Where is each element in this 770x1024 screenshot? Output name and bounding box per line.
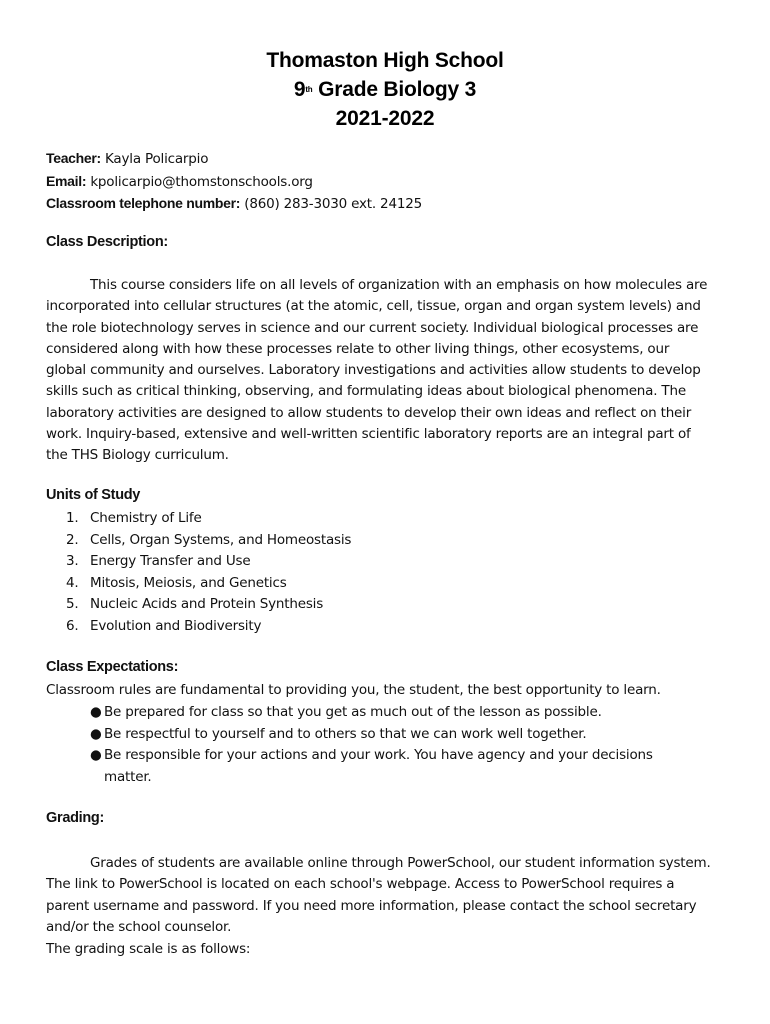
rule-text: Be responsible for your actions and your work. You have agency and your decisions matter. xyxy=(104,747,653,785)
list-item xyxy=(46,573,351,595)
list-item xyxy=(46,551,351,573)
unit-label: Chemistry of Life xyxy=(90,510,202,526)
unit-number: 2. xyxy=(66,531,79,548)
email-label: Email: xyxy=(46,172,87,189)
list-item xyxy=(90,724,690,746)
unit-number: 5. xyxy=(66,596,79,612)
grading-heading: Grading: xyxy=(46,810,105,826)
class-description-heading: Class Description: xyxy=(46,234,168,250)
teacher-line xyxy=(46,148,726,171)
email-address: kpolicarpio@thomstonschools.org xyxy=(90,173,313,190)
rule-text: Be prepared for class so that you get as much out of the lesson as possible. xyxy=(104,704,602,720)
unit-label: Energy Transfer and Use xyxy=(90,553,251,569)
expectations-list xyxy=(90,702,690,788)
units-list xyxy=(46,508,351,637)
course-name: Grade Biology 3 xyxy=(318,78,477,101)
grade-suffix: th xyxy=(305,85,313,94)
contact-info xyxy=(46,148,726,216)
units-heading: Units of Study xyxy=(46,487,141,503)
list-item xyxy=(90,702,690,724)
unit-number: 3. xyxy=(66,553,79,569)
rule-text: Be respectful to yourself and to others so that we can work well together. xyxy=(104,725,587,742)
list-item xyxy=(46,508,351,530)
phone-number: (860) 283-3030 ext. 24125 xyxy=(244,196,423,212)
school-year: 2021-2022 xyxy=(335,107,435,130)
bullet-icon: ● xyxy=(90,725,102,742)
unit-number: 6. xyxy=(66,617,79,634)
unit-label: Evolution and Biodiversity xyxy=(90,617,262,634)
class-description-text: This course considers life on all levels of organization with an emphasis on how molecules are incorporated into cellular structures (at the atomic, cell, tissue, organ and organ system levels) and the role biotechnology serves in science and our current society. Individual biological processes are considered along with how these processes relate to other living things, other ecosystems, our global community and ourselves. Laboratory investigations and activities allow students to develop skills such as critical thinking, observing, and formulating ideas about biological phenomena. The laboratory activities are designed to allow students to develop their own ideas and reflect on their work. Inquiry-based, extensive and well-written scientific laboratory reports are an integral part of the THS Biology curriculum. xyxy=(46,277,708,464)
grading-scale-intro: The grading scale is as follows: xyxy=(46,941,251,957)
bullet-icon: ● xyxy=(90,747,102,763)
unit-label: Cells, Organ Systems, and Homeostasis xyxy=(90,531,352,548)
document-header xyxy=(0,46,770,133)
phone-line xyxy=(46,193,726,216)
school-name: Thomaston High School xyxy=(266,49,504,72)
phone-label: Classroom telephone number: xyxy=(46,195,241,211)
unit-number: 1. xyxy=(66,510,79,526)
list-item xyxy=(46,616,351,638)
unit-label: Mitosis, Meiosis, and Genetics xyxy=(90,574,287,591)
bullet-icon: ● xyxy=(90,704,102,720)
grading-text: Grades of students are available online through PowerSchool, our student information system. The link to PowerSchool is located on each school's webpage. Access to PowerSchool requires a parent username and password. If you need more information, please contact the school secretary and/or the school counselor. xyxy=(46,855,711,935)
email-line xyxy=(46,171,726,194)
teacher-name: Kayla Policarpio xyxy=(105,151,209,167)
course-title xyxy=(0,75,770,104)
grade-number: 9 xyxy=(293,78,306,101)
unit-number: 4. xyxy=(66,574,79,591)
expectations-heading: Class Expectations: xyxy=(46,659,179,675)
unit-label: Nucleic Acids and Protein Synthesis xyxy=(90,596,324,612)
list-item xyxy=(46,530,351,552)
list-item xyxy=(90,745,690,788)
list-item xyxy=(46,594,351,616)
expectations-intro: Classroom rules are fundamental to providing you, the student, the best opportunity to learn. xyxy=(46,682,661,698)
teacher-label: Teacher: xyxy=(46,150,101,166)
